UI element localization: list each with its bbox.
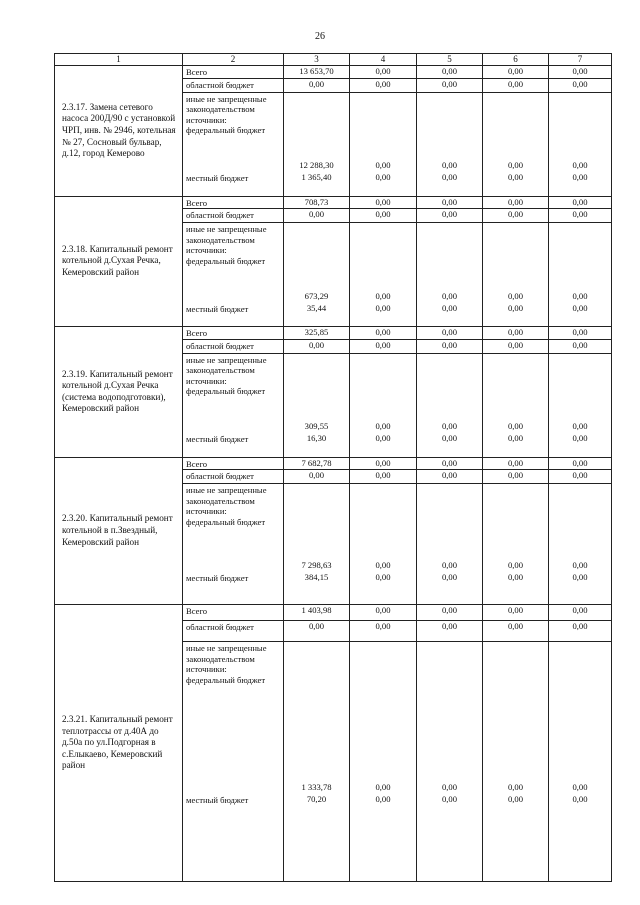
value-cell: 0,00 (417, 353, 483, 433)
value-cell: 0,00 (350, 66, 417, 79)
measure-name: 2.3.20. Капитальный ремонт котельной в п.Звездный, Кемеровский район (55, 457, 183, 605)
source-label-local: местный бюджет (183, 433, 284, 457)
value-cell: 0,00 (284, 339, 350, 353)
value-cell: 0,00 (483, 353, 549, 433)
value-cell: 0,00 (417, 642, 483, 794)
value-cell: 0,00 (417, 196, 483, 209)
value-cell: 0,00 (417, 470, 483, 484)
value-cell: 0,00 (483, 433, 549, 457)
value-cell: 1 333,78 (284, 642, 350, 794)
source-label-total: Всего (183, 66, 284, 79)
source-label-total: Всего (183, 196, 284, 209)
source-label-total: Всего (183, 457, 284, 470)
value-cell: 0,00 (417, 303, 483, 327)
source-label-federal: федеральный бюджет (186, 125, 266, 135)
source-label-total: Всего (183, 327, 284, 340)
value-cell: 0,00 (549, 794, 612, 882)
value-cell: 0,00 (284, 78, 350, 92)
value-cell: 0,00 (549, 605, 612, 621)
value-cell: 13 653,70 (284, 66, 350, 79)
column-header: 2 (183, 54, 284, 66)
value-cell: 384,15 (284, 572, 350, 605)
value-cell: 0,00 (284, 470, 350, 484)
value-cell: 0,00 (350, 433, 417, 457)
source-label-regional: областной бюджет (183, 209, 284, 223)
value-cell: 0,00 (417, 172, 483, 196)
value-cell: 0,00 (483, 642, 549, 794)
table-body (55, 66, 612, 882)
value-cell: 0,00 (549, 457, 612, 470)
value-cell: 0,00 (350, 209, 417, 223)
value-cell: 1 365,40 (284, 172, 350, 196)
source-label-federal: федеральный бюджет (186, 516, 266, 527)
column-header: 4 (350, 54, 417, 66)
budget-table (54, 53, 612, 882)
column-header: 3 (284, 54, 350, 66)
value-cell: 0,00 (483, 172, 549, 196)
table-row (55, 66, 612, 79)
source-label-regional: областной бюджет (183, 621, 284, 642)
value-cell: 0,00 (284, 209, 350, 223)
value-cell: 0,00 (483, 66, 549, 79)
source-cell-other (183, 223, 284, 303)
value-cell: 12 288,30 (284, 92, 350, 172)
value-cell: 0,00 (417, 484, 483, 572)
value-cell: 0,00 (350, 457, 417, 470)
value-cell: 0,00 (549, 621, 612, 642)
source-label-regional: областной бюджет (183, 470, 284, 484)
value-cell: 0,00 (549, 92, 612, 172)
value-cell: 0,00 (483, 223, 549, 303)
value-cell: 0,00 (549, 78, 612, 92)
value-cell: 0,00 (549, 303, 612, 327)
value-cell: 0,00 (350, 172, 417, 196)
source-cell-other (183, 353, 284, 433)
value-cell: 0,00 (417, 66, 483, 79)
measure-name: 2.3.21. Капитальный ремонт теплотрассы от д.40А до д.50а по ул.Подгорная в с.Елыкаево, Кемеровский район (55, 605, 183, 882)
value-cell: 16,30 (284, 433, 350, 457)
value-cell: 0,00 (417, 223, 483, 303)
value-cell: 309,55 (284, 353, 350, 433)
source-label-other: иные не запрещенные законодательством источники: (186, 485, 267, 516)
value-cell: 0,00 (350, 794, 417, 882)
value-cell: 0,00 (549, 339, 612, 353)
value-cell: 0,00 (350, 470, 417, 484)
value-cell: 0,00 (350, 353, 417, 433)
table-row (55, 327, 612, 340)
measure-name: 2.3.19. Капитальный ремонт котельной д.Сухая Речка (система водоподготовки), Кемеровский район (55, 327, 183, 458)
source-label-federal: федеральный бюджет (186, 386, 266, 396)
measure-name: 2.3.17. Замена сетевого насоса 200Д/90 с установкой ЧРП, инв. № 2946, котельная № 27, Сосновый бульвар, д.12, город Кемерово (55, 66, 183, 197)
value-cell: 0,00 (549, 470, 612, 484)
value-cell: 0,00 (483, 303, 549, 327)
source-label-federal: федеральный бюджет (186, 255, 266, 266)
value-cell: 0,00 (350, 196, 417, 209)
column-header: 5 (417, 54, 483, 66)
value-cell: 7 298,63 (284, 484, 350, 572)
value-cell: 0,00 (417, 433, 483, 457)
column-header: 1 (55, 54, 183, 66)
value-cell: 0,00 (350, 303, 417, 327)
value-cell: 0,00 (417, 327, 483, 340)
value-cell: 0,00 (350, 621, 417, 642)
value-cell: 0,00 (483, 621, 549, 642)
value-cell: 0,00 (350, 572, 417, 605)
source-cell-other (183, 642, 284, 794)
value-cell: 0,00 (483, 484, 549, 572)
value-cell: 0,00 (549, 66, 612, 79)
value-cell: 70,20 (284, 794, 350, 882)
value-cell: 0,00 (483, 572, 549, 605)
value-cell: 0,00 (483, 794, 549, 882)
value-cell: 0,00 (417, 78, 483, 92)
value-cell: 7 682,78 (284, 457, 350, 470)
source-label-other: иные не запрещенные законодательством источники: (186, 93, 267, 125)
value-cell: 0,00 (350, 223, 417, 303)
value-cell: 325,85 (284, 327, 350, 340)
source-label-local: местный бюджет (183, 303, 284, 327)
source-label-other: иные не запрещенные законодательством источники: (186, 224, 267, 255)
source-label-regional: областной бюджет (183, 339, 284, 353)
value-cell: 0,00 (483, 196, 549, 209)
value-cell: 0,00 (549, 327, 612, 340)
value-cell: 0,00 (483, 327, 549, 340)
value-cell: 0,00 (417, 794, 483, 882)
source-cell-other (183, 484, 284, 572)
measure-name: 2.3.18. Капитальный ремонт котельной д.Сухая Речка, Кемеровский район (55, 196, 183, 327)
value-cell: 0,00 (417, 605, 483, 621)
value-cell: 0,00 (284, 621, 350, 642)
value-cell: 0,00 (350, 327, 417, 340)
value-cell: 0,00 (350, 339, 417, 353)
value-cell: 0,00 (549, 353, 612, 433)
table-row (55, 196, 612, 209)
column-header: 7 (549, 54, 612, 66)
value-cell: 0,00 (350, 642, 417, 794)
source-label-other: иные не запрещенные законодательством источники: (186, 354, 267, 386)
value-cell: 35,44 (284, 303, 350, 327)
table-header (55, 54, 612, 66)
source-label-local: местный бюджет (183, 172, 284, 196)
value-cell: 0,00 (350, 78, 417, 92)
value-cell: 0,00 (483, 78, 549, 92)
value-cell: 0,00 (483, 209, 549, 223)
value-cell: 0,00 (417, 209, 483, 223)
source-label-local: местный бюджет (183, 794, 284, 882)
value-cell: 0,00 (549, 223, 612, 303)
value-cell: 0,00 (549, 172, 612, 196)
value-cell: 0,00 (417, 457, 483, 470)
value-cell: 0,00 (483, 339, 549, 353)
source-label-regional: областной бюджет (183, 78, 284, 92)
value-cell: 0,00 (549, 196, 612, 209)
page-number: 26 (315, 31, 325, 42)
value-cell: 0,00 (350, 484, 417, 572)
table-row (55, 605, 612, 621)
value-cell: 1 403,98 (284, 605, 350, 621)
table-row (55, 457, 612, 470)
value-cell: 0,00 (350, 605, 417, 621)
column-header: 6 (483, 54, 549, 66)
value-cell: 0,00 (483, 457, 549, 470)
source-label-other: иные не запрещенные законодательством источники: (186, 643, 267, 674)
value-cell: 0,00 (549, 484, 612, 572)
value-cell: 0,00 (549, 642, 612, 794)
value-cell: 0,00 (417, 92, 483, 172)
value-cell: 0,00 (350, 92, 417, 172)
value-cell: 708,73 (284, 196, 350, 209)
source-label-federal: федеральный бюджет (186, 674, 266, 685)
value-cell: 0,00 (483, 605, 549, 621)
value-cell: 0,00 (549, 572, 612, 605)
value-cell: 0,00 (549, 433, 612, 457)
value-cell: 0,00 (417, 572, 483, 605)
value-cell: 0,00 (417, 621, 483, 642)
value-cell: 0,00 (483, 92, 549, 172)
value-cell: 0,00 (483, 470, 549, 484)
source-label-local: местный бюджет (183, 572, 284, 605)
value-cell: 0,00 (417, 339, 483, 353)
value-cell: 0,00 (549, 209, 612, 223)
value-cell: 673,29 (284, 223, 350, 303)
source-label-total: Всего (183, 605, 284, 621)
source-cell-other (183, 92, 284, 172)
